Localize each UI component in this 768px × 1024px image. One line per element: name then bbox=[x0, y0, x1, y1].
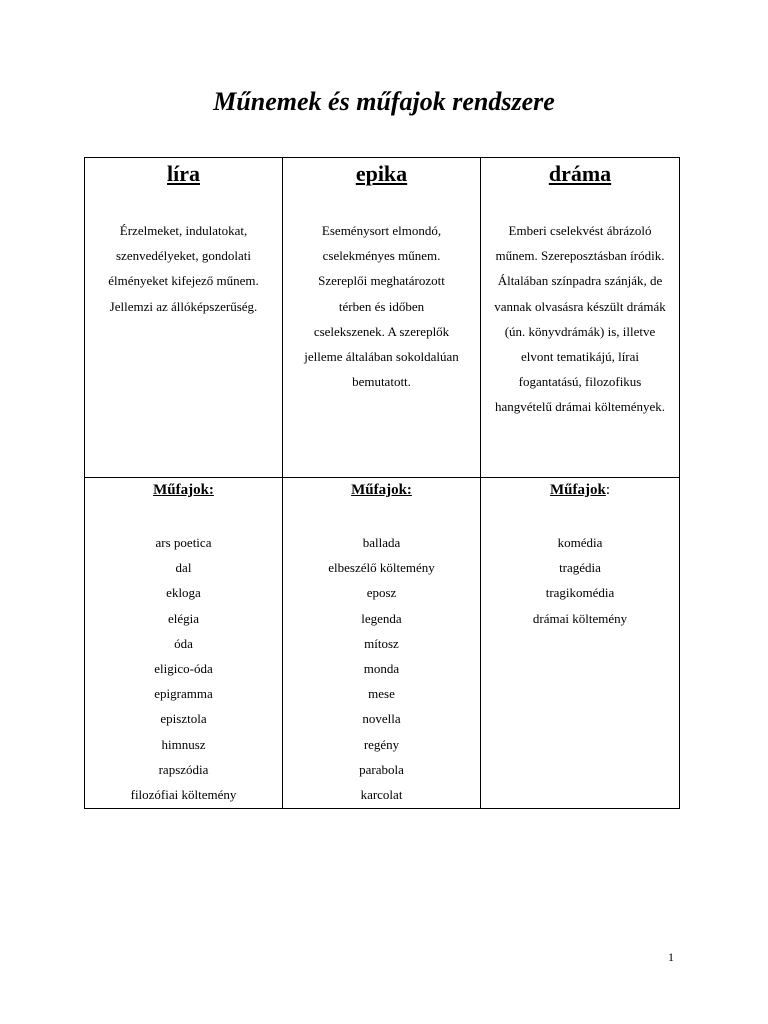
genre-item: tragikomédia bbox=[545, 585, 615, 601]
genre-item: elbeszélő költemény bbox=[328, 560, 435, 576]
page-number: 1 bbox=[668, 950, 674, 964]
epika-genres-cell bbox=[283, 478, 481, 809]
genres-heading-epika bbox=[289, 479, 474, 530]
column-heading-lira: líra bbox=[167, 161, 200, 186]
epika-description-cell bbox=[283, 158, 481, 478]
genres-row bbox=[85, 478, 680, 809]
genre-item: ekloga bbox=[166, 585, 201, 601]
genre-item: tragédia bbox=[559, 560, 601, 576]
description-lira: Érzelmeket, indulatokat, szenvedélyeket, gondolati élményeket kifejező műnem. Jellemzi az állóképszerűség. bbox=[108, 223, 259, 314]
genre-item: episztola bbox=[160, 711, 207, 727]
column-heading-epika: epika bbox=[355, 161, 408, 186]
genre-table bbox=[84, 157, 680, 809]
genre-item: epigramma bbox=[154, 686, 213, 702]
genre-item: mese bbox=[368, 686, 395, 702]
column-heading-drama: dráma bbox=[548, 161, 612, 186]
genre-item: parabola bbox=[359, 761, 404, 777]
genre-item: novella bbox=[362, 711, 401, 727]
genre-item: ars poetica bbox=[155, 535, 212, 550]
lira-genres-cell bbox=[85, 478, 283, 809]
genre-item: mítosz bbox=[364, 635, 399, 651]
genre-item: filozófiai költemény bbox=[130, 787, 237, 803]
genre-list-epika bbox=[289, 530, 474, 807]
genre-item: regény bbox=[363, 736, 400, 752]
lira-description-cell bbox=[85, 158, 283, 478]
description-epika: Eseménysort elmondó, cselekményes műnem. Szereplői meghatározott térben és időben cselekszenek. A szereplők jelleme általában sokoldalúan bemutatott. bbox=[304, 223, 459, 390]
genre-item: eligico-óda bbox=[154, 661, 213, 677]
genre-item: ballada bbox=[362, 535, 401, 550]
description-row bbox=[85, 158, 680, 478]
genre-item: monda bbox=[363, 661, 400, 677]
genre-item: rapszódia bbox=[158, 761, 209, 777]
genre-item: karcolat bbox=[360, 787, 403, 803]
genre-item: legenda bbox=[361, 610, 402, 626]
genres-heading-drama bbox=[487, 479, 673, 530]
genres-label-drama: Műfajok bbox=[549, 482, 606, 498]
page-title: Műnemek és műfajok rendszere bbox=[213, 87, 555, 116]
genres-heading-lira bbox=[91, 479, 276, 530]
genre-item: eposz bbox=[366, 585, 397, 601]
genres-label-lira: Műfajok: bbox=[153, 482, 214, 498]
drama-description-cell bbox=[481, 158, 680, 478]
genres-label-epika: Műfajok: bbox=[351, 482, 412, 498]
genre-item: dal bbox=[175, 560, 192, 576]
genres-label-suffix-drama: : bbox=[605, 482, 610, 498]
genre-item: elégia bbox=[167, 610, 200, 626]
genre-item: drámai költemény bbox=[532, 610, 628, 626]
genre-item: óda bbox=[174, 635, 193, 651]
genre-list-drama bbox=[487, 530, 673, 631]
genre-item: komédia bbox=[557, 535, 603, 550]
drama-genres-cell bbox=[481, 478, 680, 809]
description-drama: Emberi cselekvést ábrázoló műnem. Szereposztásban íródik. Általában színpadra szánják, de vannak olvasásra készült drámák (ún. könyvdrámák) is, illetve elvont tematikájú, lírai fogantatású, filozofikus hangvételű drámai költemények. bbox=[494, 223, 666, 415]
genre-list-lira bbox=[91, 530, 276, 807]
genre-item: himnusz bbox=[161, 736, 206, 752]
